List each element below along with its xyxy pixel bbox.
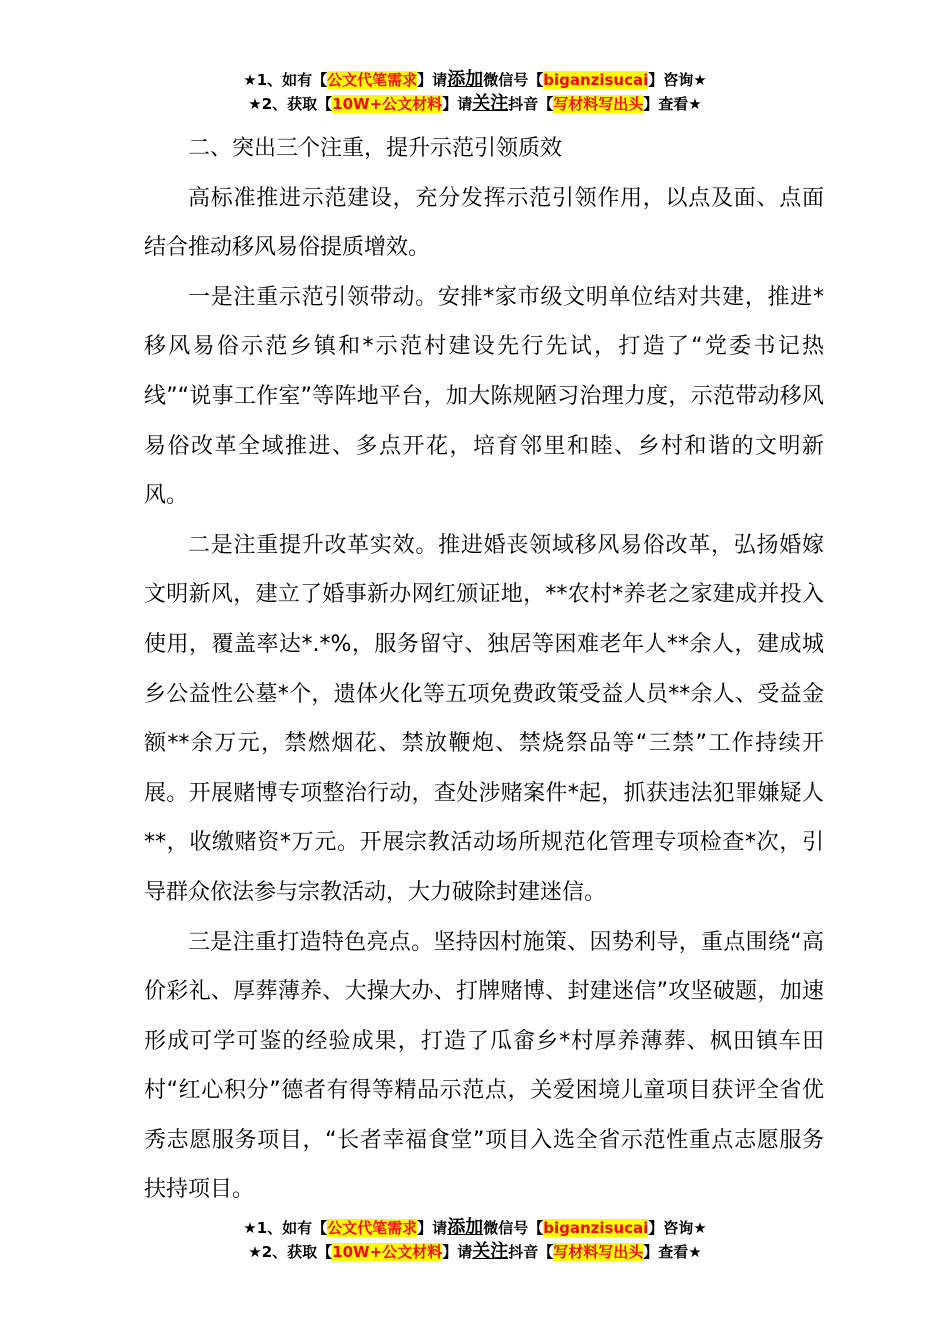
promo-highlight: 写材料写出头 [553,1243,644,1261]
promo-underline: 关注 [472,1241,509,1262]
promo-underline: 关注 [472,93,509,114]
promo-text: 】咨询★ [648,71,707,89]
promo-text: 抖音【 [508,1243,554,1261]
promo-text: 】查看★ [643,95,702,113]
promo-highlight: 10W+公文材料 [332,1243,443,1261]
paragraph-intro: 高标准推进示范建设，充分发挥示范引领作用，以点及面、点面结合推动移风易俗提质增效。 [144,185,824,261]
promo-underline: 添加 [447,1217,484,1238]
promo-underline: 添加 [447,69,484,90]
promo-text: ★1、如有【 [243,1219,328,1237]
promo-highlight: 10W+公文材料 [332,95,443,113]
document-body [144,124,824,1215]
paragraph-two: 二是注重提升改革实效。推进婚丧领域移风易俗改革，弘扬婚嫁文明新风，建立了婚事新办网红颁证地，**农村*养老之家建成并投入使用，覆盖率达*.*%，服务留守、独居等困难老年人**余人，建成城乡公益性公墓*个，遗体火化等五项免费政策受益人员**余人、受益金额**余万元，禁燃烟花、禁放鞭炮、禁烧祭品等“三禁”工作持续开展。开展赌博专项整治行动，查处涉赌案件*起，抓获违法犯罪嫌疑人**，收缴赌资*万元。开展宗教活动场所规范化管理专项检查*次，引导群众依法参与宗教活动，大力破除封建迷信。 [144,532,824,905]
promo-text: 】咨询★ [648,1219,707,1237]
promo-line-1 [0,68,950,92]
promo-text: 】请 [417,71,448,89]
promo-text: 微信号【 [483,1219,544,1237]
promo-text: 】请 [442,1243,473,1261]
promo-highlight: 公文代笔需求 [327,1219,418,1237]
promo-text: 】请 [442,95,473,113]
promo-line-2 [0,92,950,116]
top-promo-banner [0,68,950,116]
promo-text: 】请 [417,1219,448,1237]
promo-text: ★1、如有【 [243,71,328,89]
promo-highlight: biganzisucai [543,71,649,89]
promo-line-2 [0,1240,950,1264]
promo-highlight: 公文代笔需求 [327,71,418,89]
promo-text: 】查看★ [643,1243,702,1261]
promo-highlight: 写材料写出头 [553,95,644,113]
promo-text: 抖音【 [508,95,554,113]
promo-highlight: biganzisucai [543,1219,649,1237]
paragraph-three: 三是注重打造特色亮点。坚持因村施策、因势利导，重点围绕“高价彩礼、厚葬薄养、大操大办、打牌赌博、封建迷信”攻坚破题，加速形成可学可鉴的经验成果，打造了瓜畲乡*村厚养薄葬、枫田镇车田村“红心积分”德者有得等精品示范点，关爱困境儿童项目获评全省优秀志愿服务项目，“长者幸福食堂”项目入选全省示范性重点志愿服务扶持项目。 [144,929,824,1203]
paragraph-one: 一是注重示范引领带动。安排*家市级文明单位结对共建，推进*移风易俗示范乡镇和*示范村建设先行先试，打造了“党委书记热线”“说事工作室”等阵地平台，加大陈规陋习治理力度，示范带动移风易俗改革全域推进、多点开花，培育邻里和睦、乡村和谐的文明新风。 [144,284,824,509]
bottom-promo-banner [0,1216,950,1264]
promo-line-1 [0,1216,950,1240]
promo-text: ★2、获取【 [248,95,333,113]
section-heading: 二、突出三个注重，提升示范引领质效 [188,136,563,161]
promo-text: 微信号【 [483,71,544,89]
promo-text: ★2、获取【 [248,1243,333,1261]
